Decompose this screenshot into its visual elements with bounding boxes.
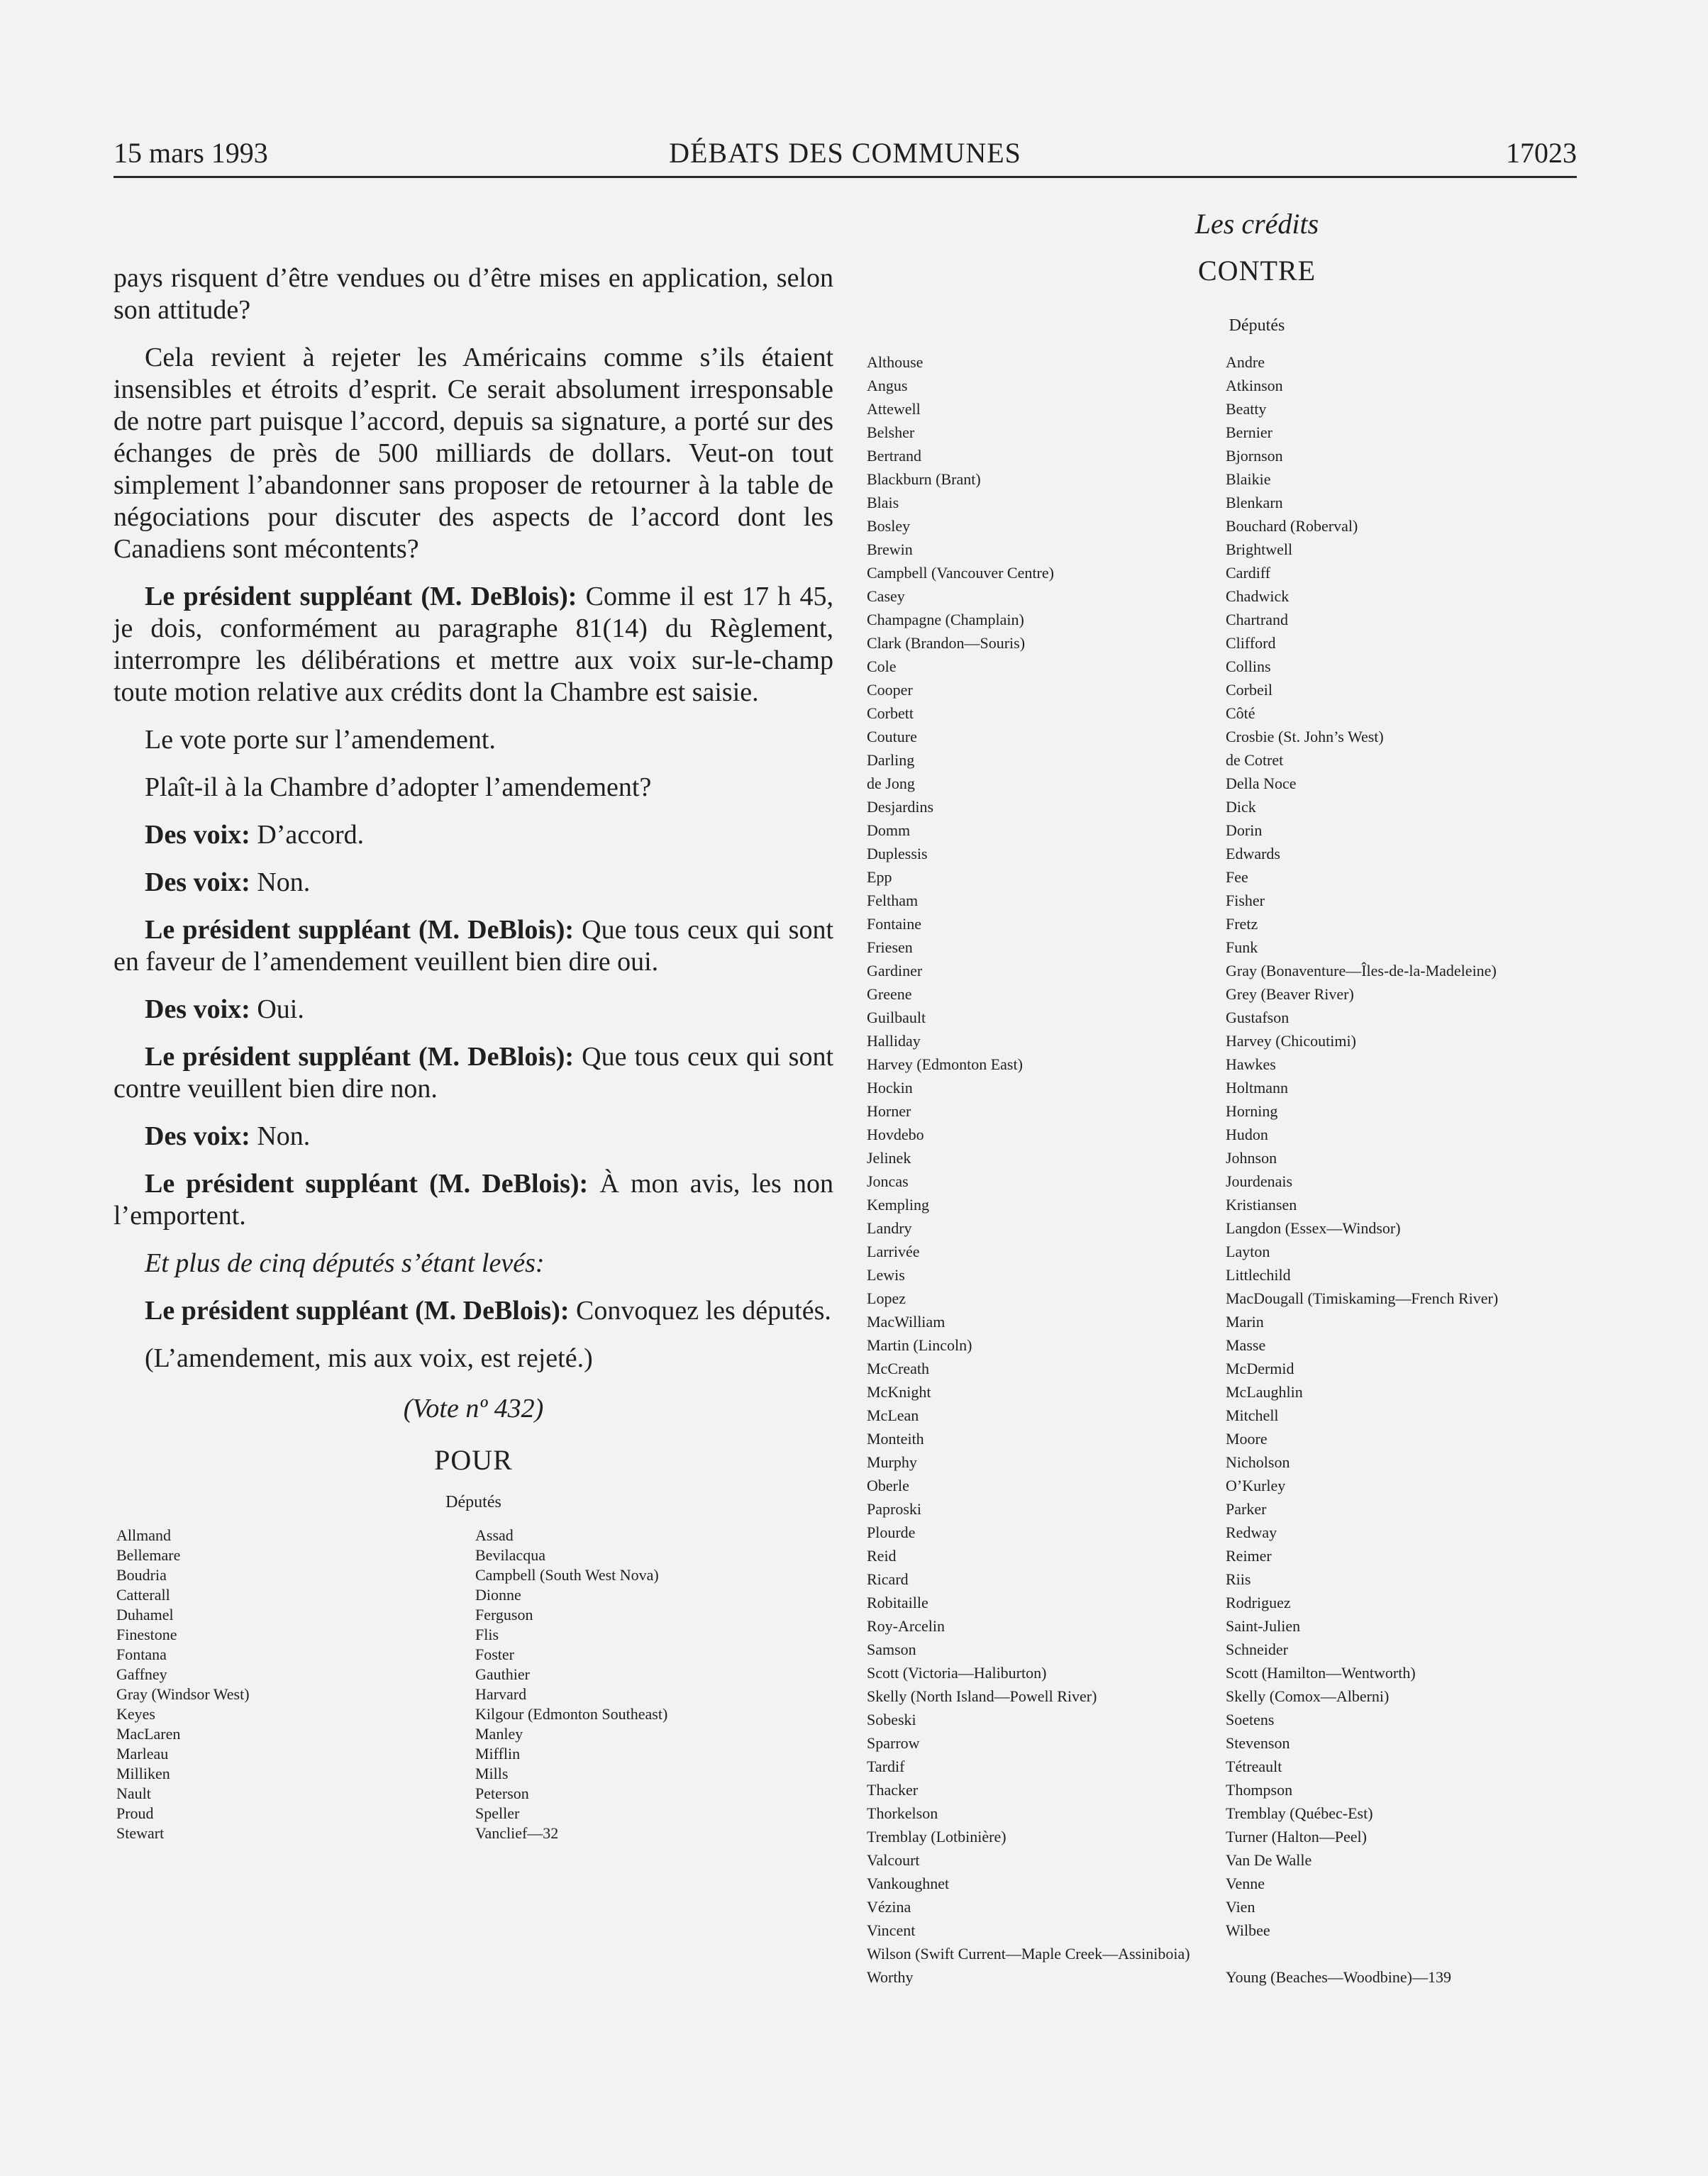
- member-name: McDermid: [1226, 1360, 1294, 1377]
- member-name: Bosley: [867, 517, 911, 535]
- member-name: Belsher: [867, 423, 915, 441]
- member-name: Gardiner: [867, 962, 923, 979]
- member-name: Landry: [867, 1219, 912, 1237]
- paragraph-text: Que tous ceux qui sont en faveur de l’amendement veuillent bien dire oui.: [113, 915, 834, 977]
- member-name: Thorkelson: [867, 1804, 938, 1822]
- paragraph: [113, 581, 833, 709]
- member-name: Reid: [867, 1547, 897, 1565]
- vote-number: (Vote nº 432): [403, 1394, 544, 1423]
- member-name: Venne: [1226, 1875, 1265, 1892]
- header-page-number: 17023: [1506, 137, 1577, 169]
- left-column: [113, 262, 834, 1842]
- member-name: Greene: [867, 985, 912, 1003]
- member-name: [1226, 1942, 1498, 1965]
- paragraph: [113, 1168, 833, 1232]
- member-name: Peterson: [475, 1784, 529, 1802]
- member-name: de Cotret: [1226, 751, 1284, 769]
- member-name: Bjornson: [1226, 447, 1283, 465]
- member-name: Dick: [1226, 798, 1256, 816]
- contre-column-2: [1226, 350, 1498, 1989]
- member-name: Feltham: [867, 892, 919, 909]
- page-header: [113, 135, 1577, 172]
- member-name: Blenkarn: [1226, 494, 1283, 511]
- member-name: Fontana: [116, 1645, 167, 1663]
- member-name: Desjardins: [867, 798, 934, 816]
- member-name: de Jong: [867, 775, 915, 792]
- member-name: Kristiansen: [1226, 1196, 1297, 1214]
- member-name: Robitaille: [867, 1594, 928, 1611]
- member-name: Blaikie: [1226, 470, 1271, 488]
- member-name: Friesen: [867, 938, 913, 956]
- speaker-name: Des voix:: [145, 867, 250, 897]
- section-title: Les crédits: [1194, 208, 1319, 240]
- paragraph-text: Et plus de cinq députés s’étant levés:: [145, 1248, 545, 1278]
- header-date: 15 mars 1993: [113, 137, 268, 169]
- member-name: Vézina: [867, 1898, 911, 1916]
- member-name: Masse: [1226, 1336, 1266, 1354]
- member-name: Rodriguez: [1226, 1594, 1291, 1611]
- member-name: Cole: [867, 657, 897, 675]
- member-name: Brightwell: [1226, 540, 1293, 558]
- member-name: Cooper: [867, 681, 913, 699]
- member-name: Boudria: [116, 1566, 167, 1584]
- paragraph: [113, 1121, 833, 1153]
- member-name: Valcourt: [867, 1851, 920, 1869]
- member-name: Jelinek: [867, 1149, 911, 1167]
- paragraph-text: pays risquent d’être vendues ou d’être mises en application, selon son attitude?: [113, 263, 833, 325]
- member-name: Riis: [1226, 1570, 1251, 1588]
- member-name: Parker: [1226, 1500, 1267, 1518]
- member-name: Speller: [475, 1804, 520, 1822]
- member-name: Redway: [1226, 1523, 1277, 1541]
- member-name: Angus: [867, 377, 908, 394]
- member-name: Andre: [1226, 353, 1265, 371]
- member-name: Duplessis: [867, 845, 928, 862]
- paragraph-text: Le vote porte sur l’amendement.: [145, 725, 496, 755]
- member-name: O’Kurley: [1226, 1477, 1286, 1494]
- member-name: Turner (Halton—Peel): [1226, 1828, 1367, 1845]
- member-name: Corbeil: [1226, 681, 1272, 699]
- member-name: Guilbault: [867, 1009, 926, 1026]
- member-name: Manley: [475, 1725, 523, 1743]
- member-name: Catterall: [116, 1586, 170, 1604]
- member-name: Plourde: [867, 1523, 916, 1541]
- member-name: Bertrand: [867, 447, 921, 465]
- member-name: Gray (Windsor West): [116, 1685, 250, 1703]
- paragraph-text: Plaît-il à la Chambre d’adopter l’amendement?: [145, 772, 652, 802]
- member-name: Atkinson: [1226, 377, 1283, 394]
- paragraph: [113, 772, 833, 804]
- contre-column-1: [867, 350, 1190, 1989]
- paragraph: [113, 1343, 833, 1375]
- paragraph: [113, 819, 833, 851]
- paragraph-text: Convoquez les députés.: [569, 1296, 831, 1326]
- paragraph-text: Comme il est 17 h 45, je dois, conformément au paragraphe 81(14) du Règlement, interrompre les délibérations et mettre aux voix sur-le-champ toute motion relative aux crédits dont la Chambre est saisie.: [113, 582, 833, 707]
- member-name: Duhamel: [116, 1606, 174, 1623]
- pour-deputes-label: Députés: [445, 1493, 501, 1511]
- member-name: Fontaine: [867, 915, 921, 933]
- paragraph-text: D’accord.: [250, 820, 365, 850]
- right-column: [867, 206, 1583, 1986]
- paragraph: [113, 724, 833, 756]
- member-name: Della Noce: [1226, 775, 1297, 792]
- member-name: Ferguson: [475, 1606, 533, 1623]
- member-name: Campbell (Vancouver Centre): [867, 564, 1054, 582]
- member-name: Darling: [867, 751, 915, 769]
- member-name: Martin (Lincoln): [867, 1336, 972, 1354]
- member-name: Oberle: [867, 1477, 909, 1494]
- member-name: Couture: [867, 728, 917, 745]
- paragraph-text: Cela revient à rejeter les Américains comme s’ils étaient insensibles et étroits d’esprit. Ce serait absolument irresponsable de notre part puisque l’accord, depuis sa signature, a porté sur des échanges de près de 500 milliards de dollars. Veut-on tout simplement l’abandonner sans proposer de retourner à la table de négociations pour discuter des aspects de l’accord dont les Canadiens sont mécontents?: [113, 343, 833, 564]
- member-name: Skelly (Comox—Alberni): [1226, 1687, 1390, 1705]
- member-name: Nicholson: [1226, 1453, 1290, 1471]
- member-name: Samson: [867, 1641, 916, 1658]
- member-name: Marleau: [116, 1745, 169, 1763]
- member-name: Harvey (Chicoutimi): [1226, 1032, 1356, 1050]
- member-name: Chartrand: [1226, 611, 1288, 628]
- member-name: Sparrow: [867, 1734, 920, 1752]
- member-name: Ricard: [867, 1570, 909, 1588]
- member-name: Tremblay (Québec-Est): [1226, 1804, 1373, 1822]
- member-name: MacLaren: [116, 1725, 181, 1743]
- member-name: Clifford: [1226, 634, 1276, 652]
- member-name: Allmand: [116, 1526, 171, 1544]
- member-name: Schneider: [1226, 1641, 1288, 1658]
- member-name: Jourdenais: [1226, 1172, 1293, 1190]
- member-name: Monteith: [867, 1430, 924, 1448]
- member-name: Fretz: [1226, 915, 1258, 933]
- member-name: Champagne (Champlain): [867, 611, 1024, 628]
- member-name: Finestone: [116, 1626, 177, 1643]
- member-name: Gustafson: [1226, 1009, 1290, 1026]
- member-name: Vincent: [867, 1921, 916, 1939]
- paragraph-text: Non.: [250, 867, 311, 897]
- speaker-name: Des voix:: [145, 820, 250, 850]
- paragraph: [113, 994, 833, 1026]
- pour-heading: POUR: [434, 1444, 513, 1476]
- paragraph: [113, 1041, 833, 1105]
- member-name: Mitchell: [1226, 1406, 1279, 1424]
- member-name: Harvey (Edmonton East): [867, 1055, 1023, 1073]
- member-name: Bouchard (Roberval): [1226, 517, 1358, 535]
- member-name: Domm: [867, 821, 911, 839]
- member-name: Lopez: [867, 1289, 906, 1307]
- member-name: Sobeski: [867, 1711, 916, 1728]
- member-name: Joncas: [867, 1172, 909, 1190]
- member-name: Dorin: [1226, 821, 1263, 839]
- paragraph: [113, 867, 833, 899]
- member-name: Van De Walle: [1226, 1851, 1312, 1869]
- member-name: Harvard: [475, 1685, 527, 1703]
- member-name: Flis: [475, 1626, 499, 1643]
- member-name: MacWilliam: [867, 1313, 946, 1331]
- member-name: Clark (Brandon—Souris): [867, 634, 1026, 652]
- member-name: Hudon: [1226, 1126, 1268, 1143]
- member-name: Proud: [116, 1804, 154, 1822]
- pour-column-2: [475, 1526, 667, 1843]
- paragraph-text: Non.: [250, 1121, 311, 1151]
- paragraph-text: Oui.: [250, 994, 304, 1024]
- paragraph: [113, 914, 833, 978]
- member-name: Nault: [116, 1784, 151, 1802]
- speaker-name: Le président suppléant (M. DeBlois):: [145, 1169, 589, 1199]
- member-name: Casey: [867, 587, 905, 605]
- member-name: Horner: [867, 1102, 911, 1120]
- member-name: Halliday: [867, 1032, 921, 1050]
- member-name: Layton: [1226, 1243, 1270, 1260]
- header-title: DÉBATS DES COMMUNES: [669, 137, 1021, 169]
- member-name: Soetens: [1226, 1711, 1275, 1728]
- debate-text: [113, 262, 833, 1375]
- member-name: Hovdebo: [867, 1126, 924, 1143]
- member-name: Roy-Arcelin: [867, 1617, 945, 1635]
- member-name: Corbett: [867, 704, 914, 722]
- header-rule: [113, 176, 1577, 178]
- member-name: Milliken: [116, 1765, 170, 1782]
- member-name: Vanclief—32: [475, 1824, 559, 1842]
- member-name: Funk: [1226, 938, 1258, 956]
- member-name: Stewart: [116, 1824, 165, 1842]
- member-name: Assad: [475, 1526, 514, 1544]
- member-name: Gauthier: [475, 1665, 530, 1683]
- member-name: Horning: [1226, 1102, 1278, 1120]
- member-name: Stevenson: [1226, 1734, 1290, 1752]
- member-name: Marin: [1226, 1313, 1264, 1331]
- member-name: Reimer: [1226, 1547, 1272, 1565]
- member-name: Fee: [1226, 868, 1248, 886]
- paragraph: [113, 1248, 833, 1279]
- member-name: Young (Beaches—Woodbine)—139: [1226, 1968, 1452, 1986]
- member-name: McCreath: [867, 1360, 929, 1377]
- speaker-name: Des voix:: [145, 994, 250, 1024]
- member-name: Scott (Victoria—Haliburton): [867, 1664, 1047, 1682]
- member-name: Fisher: [1226, 892, 1265, 909]
- member-name: Attewell: [867, 400, 921, 418]
- member-name: Epp: [867, 868, 892, 886]
- member-name: Tardif: [867, 1758, 905, 1775]
- contre-deputes-label: Députés: [1229, 316, 1285, 335]
- member-name: Chadwick: [1226, 587, 1290, 605]
- member-name: Larrivée: [867, 1243, 920, 1260]
- member-name: Lewis: [867, 1266, 905, 1284]
- member-name: Blackburn (Brant): [867, 470, 981, 488]
- member-name: Gray (Bonaventure—Îles-de-la-Madeleine): [1226, 962, 1497, 979]
- pour-column-1: [116, 1526, 250, 1843]
- speaker-name: Le président suppléant (M. DeBlois):: [145, 1042, 575, 1072]
- member-name: Saint-Julien: [1226, 1617, 1301, 1635]
- member-name: Collins: [1226, 657, 1271, 675]
- member-name: Langdon (Essex—Windsor): [1226, 1219, 1401, 1237]
- member-name: Bevilacqua: [475, 1546, 545, 1564]
- member-name: Vankoughnet: [867, 1875, 950, 1892]
- paragraph-text: Que tous ceux qui sont contre veuillent bien dire non.: [113, 1042, 834, 1104]
- member-name: Murphy: [867, 1453, 917, 1471]
- member-name: Dionne: [475, 1586, 521, 1604]
- speaker-name: Le président suppléant (M. DeBlois):: [145, 915, 575, 945]
- member-name: Thompson: [1226, 1781, 1293, 1799]
- member-name: Thacker: [867, 1781, 919, 1799]
- member-name: Foster: [475, 1645, 514, 1663]
- member-name: Kilgour (Edmonton Southeast): [475, 1705, 668, 1723]
- member-name: Bellemare: [116, 1546, 181, 1564]
- member-name: McKnight: [867, 1383, 931, 1401]
- paragraph: [113, 262, 833, 326]
- member-name: Hockin: [867, 1079, 913, 1097]
- member-name: Cardiff: [1226, 564, 1271, 582]
- member-name: Bernier: [1226, 423, 1272, 441]
- member-name: Paproski: [867, 1500, 921, 1518]
- member-name: Blais: [867, 494, 899, 511]
- member-name: McLaughlin: [1226, 1383, 1303, 1401]
- member-name: Campbell (South West Nova): [475, 1566, 659, 1584]
- member-name: Holtmann: [1226, 1079, 1288, 1097]
- member-name: MacDougall (Timiskaming—French River): [1226, 1289, 1499, 1307]
- member-name: Keyes: [116, 1705, 155, 1723]
- member-name: Beatty: [1226, 400, 1267, 418]
- member-name: Wilbee: [1226, 1921, 1270, 1939]
- paragraph: [113, 342, 833, 565]
- member-name: Littlechild: [1226, 1266, 1291, 1284]
- member-name: Tétreault: [1226, 1758, 1282, 1775]
- speaker-name: Des voix:: [145, 1121, 250, 1151]
- member-name: Worthy: [867, 1968, 914, 1986]
- member-name: Johnson: [1226, 1149, 1277, 1167]
- member-name: Grey (Beaver River): [1226, 985, 1354, 1003]
- member-name: Moore: [1226, 1430, 1268, 1448]
- member-name: Brewin: [867, 540, 913, 558]
- member-name: Edwards: [1226, 845, 1280, 862]
- member-name: Kempling: [867, 1196, 929, 1214]
- speaker-name: Le président suppléant (M. DeBlois):: [145, 1296, 570, 1326]
- paragraph: [113, 1295, 833, 1327]
- speaker-name: Le président suppléant (M. DeBlois):: [145, 582, 577, 611]
- member-name: Crosbie (St. John’s West): [1226, 728, 1384, 745]
- member-name: Wilson (Swift Current—Maple Creek—Assiniboia): [867, 1945, 1190, 1963]
- paragraph-text: À mon avis, les non l’emportent.: [113, 1169, 833, 1231]
- member-name: Mills: [475, 1765, 509, 1782]
- member-name: Althouse: [867, 353, 924, 371]
- member-name: Hawkes: [1226, 1055, 1276, 1073]
- member-name: Scott (Hamilton—Wentworth): [1226, 1664, 1416, 1682]
- member-name: Vien: [1226, 1898, 1255, 1916]
- member-name: Mifflin: [475, 1745, 521, 1763]
- member-name: Gaffney: [116, 1665, 167, 1683]
- paragraph-text: (L’amendement, mis aux voix, est rejeté.): [145, 1343, 593, 1373]
- contre-heading: CONTRE: [1198, 255, 1316, 287]
- member-name: Skelly (North Island—Powell River): [867, 1687, 1097, 1705]
- member-name: Côté: [1226, 704, 1255, 722]
- member-name: McLean: [867, 1406, 919, 1424]
- member-name: Tremblay (Lotbinière): [867, 1828, 1006, 1845]
